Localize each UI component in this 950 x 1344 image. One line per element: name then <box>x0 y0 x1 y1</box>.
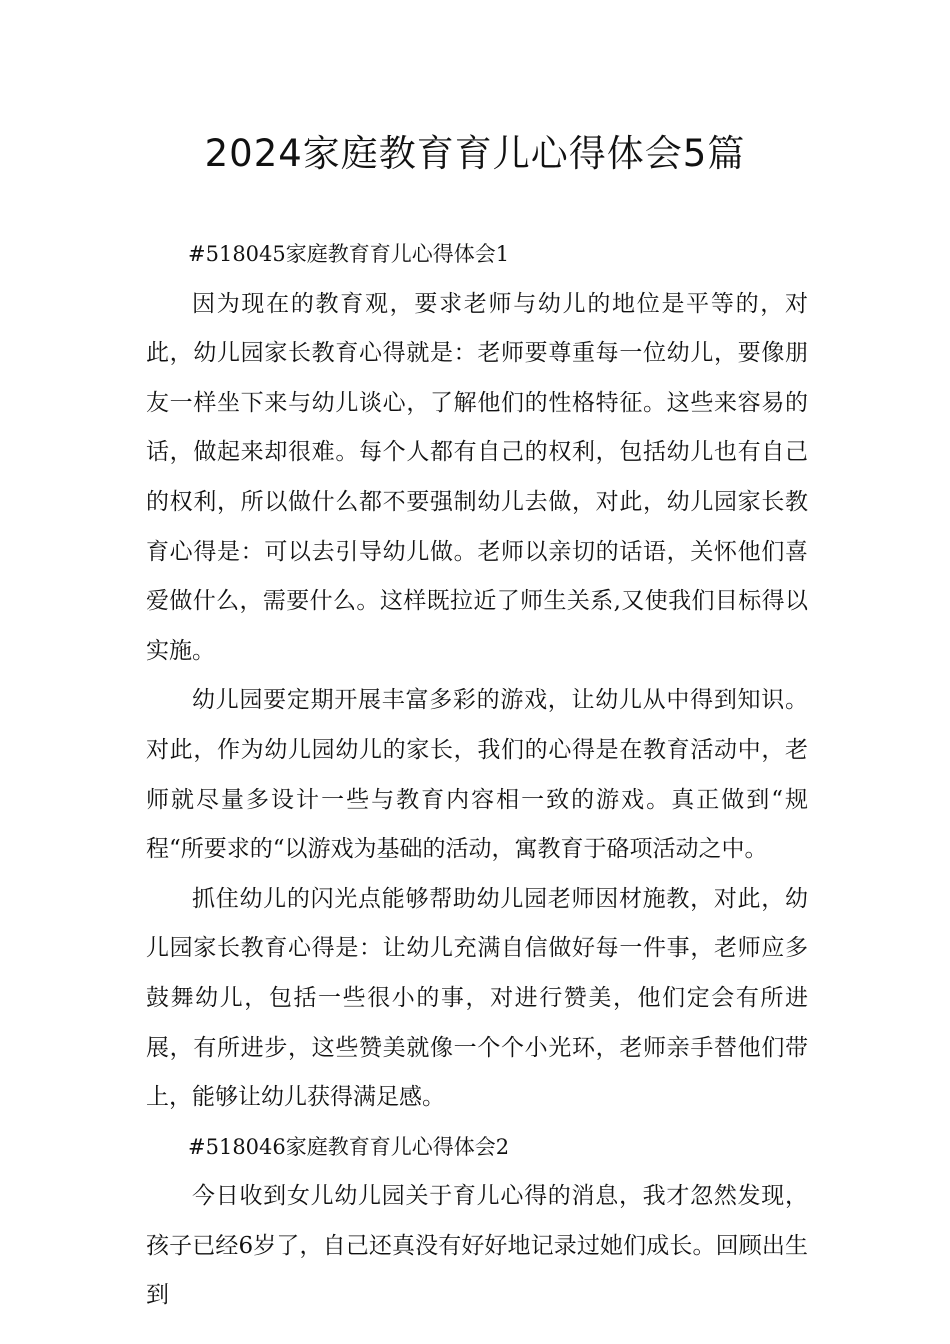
paragraph-3: 抓住幼儿的闪光点能够帮助幼儿园老师因材施教，对此，幼儿园家长教育心得是：让幼儿充满自信做好每一件事，老师应多鼓舞幼儿，包括一些很小的事，对进行赞美，他们定会有所进展，有所进步，这些赞美就像一个个小光环，老师亲手替他们带上，能够让幼儿获得满足感。 <box>146 885 808 1111</box>
document-title: 2024家庭教育育儿心得体会5篇 <box>204 132 746 175</box>
paragraph-1: 因为现在的教育观，要求老师与幼儿的地位是平等的，对此，幼儿园家长教育心得就是：老师要尊重每一位幼儿，要像朋友一样坐下来与幼儿谈心，了解他们的性格特征。这些来容易的话，做起来却很难。每个人都有自己的权利，包括幼儿也有自己的权利，所以做什么都不要强制幼儿去做，对此，幼儿园家长教育心得是：可以去引导幼儿做。老师以亲切的话语，关怀他们喜爱做什么，需要什么。这样既拉近了师生关系,又使我们目标得以实施。 <box>146 290 808 664</box>
paragraph-2: 幼儿园要定期开展丰富多彩的游戏，让幼儿从中得到知识。对此，作为幼儿园幼儿的家长，我们的心得是在教育活动中，老师就尽量多设计一些与教育内容相一致的游戏。真正做到“规程“所要求的“以游戏为基础的活动，寓教育于硌项活动之中。 <box>146 687 808 863</box>
section-heading-2: #518046家庭教育育儿心得体会2 <box>188 1134 510 1159</box>
document-body <box>146 230 808 1321</box>
paragraph-4: 今日收到女儿幼儿园关于育儿心得的消息，我才忽然发现，孩子已经6岁了，自己还真没有好好地记录过她们成长。回顾出生到 <box>146 1183 808 1309</box>
section-heading-1: #518045家庭教育育儿心得体会1 <box>188 242 510 266</box>
